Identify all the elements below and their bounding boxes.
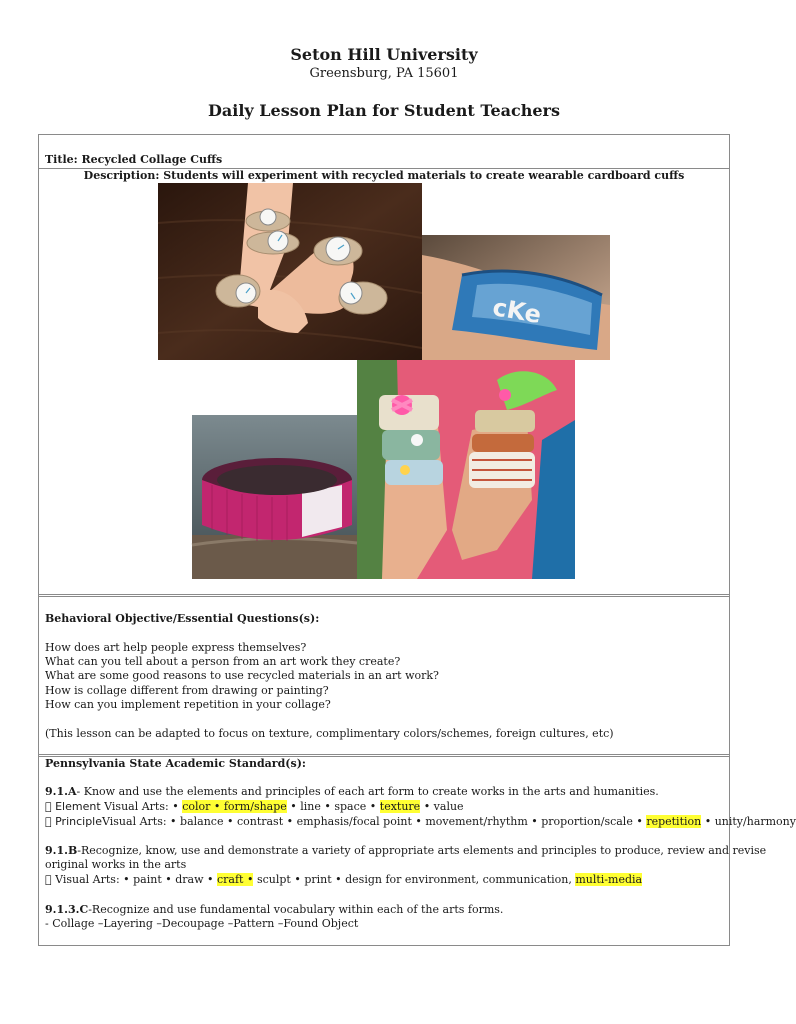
highlight-craft: craft •	[217, 873, 253, 886]
standard-visual-arts-line	[45, 873, 642, 887]
standard-code: 9.1.A	[45, 785, 77, 798]
principle-text: Visual Arts: • balance • contrast • emphasis/focal point • movement/rhythm • proportion/scale •	[91, 815, 637, 828]
question-item: What are some good reasons to use recycled materials in an art work?	[45, 669, 439, 682]
visual-arts-text: Visual Arts: • paint • draw •	[45, 873, 207, 886]
standard-principle-line	[45, 815, 796, 829]
lesson-title: Title: Recycled Collage Cuffs	[45, 153, 223, 166]
row-divider-images	[39, 594, 729, 597]
bullet-icon	[45, 873, 52, 886]
university-name: Seton Hill University	[290, 45, 478, 64]
standard-code: 9.1.3.C	[45, 903, 89, 916]
lesson-description: Description: Students will experiment with recycled materials to create wearable cardboard cuffs	[83, 169, 685, 182]
question-item: How does art help people express themselves?	[45, 641, 307, 654]
objectives-heading: Behavioral Objective/Essential Questions(s):	[45, 612, 320, 625]
principle-label: Principle	[45, 815, 92, 828]
photo-yarn-wrapped-cuff	[192, 415, 357, 579]
visual-arts-text: sculpt • print • design for environment, communication,	[243, 873, 566, 886]
highlight-repetition: repetition	[646, 815, 701, 828]
standard-text: -Recognize, know, use and demonstrate a variety of appropriate arts elements and principles to produce, review and revise	[77, 844, 767, 857]
element-text: • value	[410, 800, 454, 813]
standard-9-1-a	[45, 785, 659, 799]
vocabulary-list: - Collage –Layering –Decoupage –Pattern –Found Object	[45, 917, 359, 930]
photo-collage-cuff-wrist	[422, 235, 610, 360]
photo-cardboard-watch-cuffs	[158, 183, 422, 360]
standard-text-cont: original works in the arts	[45, 858, 187, 871]
highlight-color-form: color • form/shape	[182, 800, 287, 813]
element-label: Element	[45, 800, 91, 813]
standard-element-line	[45, 800, 464, 814]
bullet-icon	[45, 815, 52, 828]
standard-9-1-3-c	[45, 903, 503, 917]
element-text: Visual Arts: •	[90, 800, 173, 813]
standard-code: 9.1.B	[45, 844, 78, 857]
plan-title: Daily Lesson Plan for Student Teachers	[208, 101, 560, 120]
element-text: • line • space •	[276, 800, 370, 813]
standards-heading: Pennsylvania State Academic Standard(s):	[45, 757, 306, 770]
photo-decorated-cuffs	[357, 360, 575, 579]
question-item: What can you tell about a person from an art work they create?	[45, 655, 401, 668]
standard-9-1-b	[45, 844, 766, 858]
question-item: How is collage different from drawing or painting?	[45, 684, 329, 697]
highlight-multi-media: multi-media	[575, 873, 642, 886]
highlight-texture: texture	[380, 800, 420, 813]
university-city: Greensburg, PA 15601	[309, 66, 459, 81]
bullet-icon	[45, 800, 52, 813]
svg-text:cKe: cKe	[490, 293, 544, 330]
principle-text: • unity/harmony	[691, 815, 786, 828]
standard-text: -Recognize and use fundamental vocabulary within each of the arts forms.	[88, 903, 504, 916]
objectives-note: (This lesson can be adapted to focus on texture, complimentary colors/schemes, foreign cultures, etc)	[45, 727, 614, 740]
question-item: How can you implement repetition in your collage?	[45, 698, 331, 711]
standard-text: - Know and use the elements and principles of each art form to create works in the arts and humanities.	[76, 785, 659, 798]
